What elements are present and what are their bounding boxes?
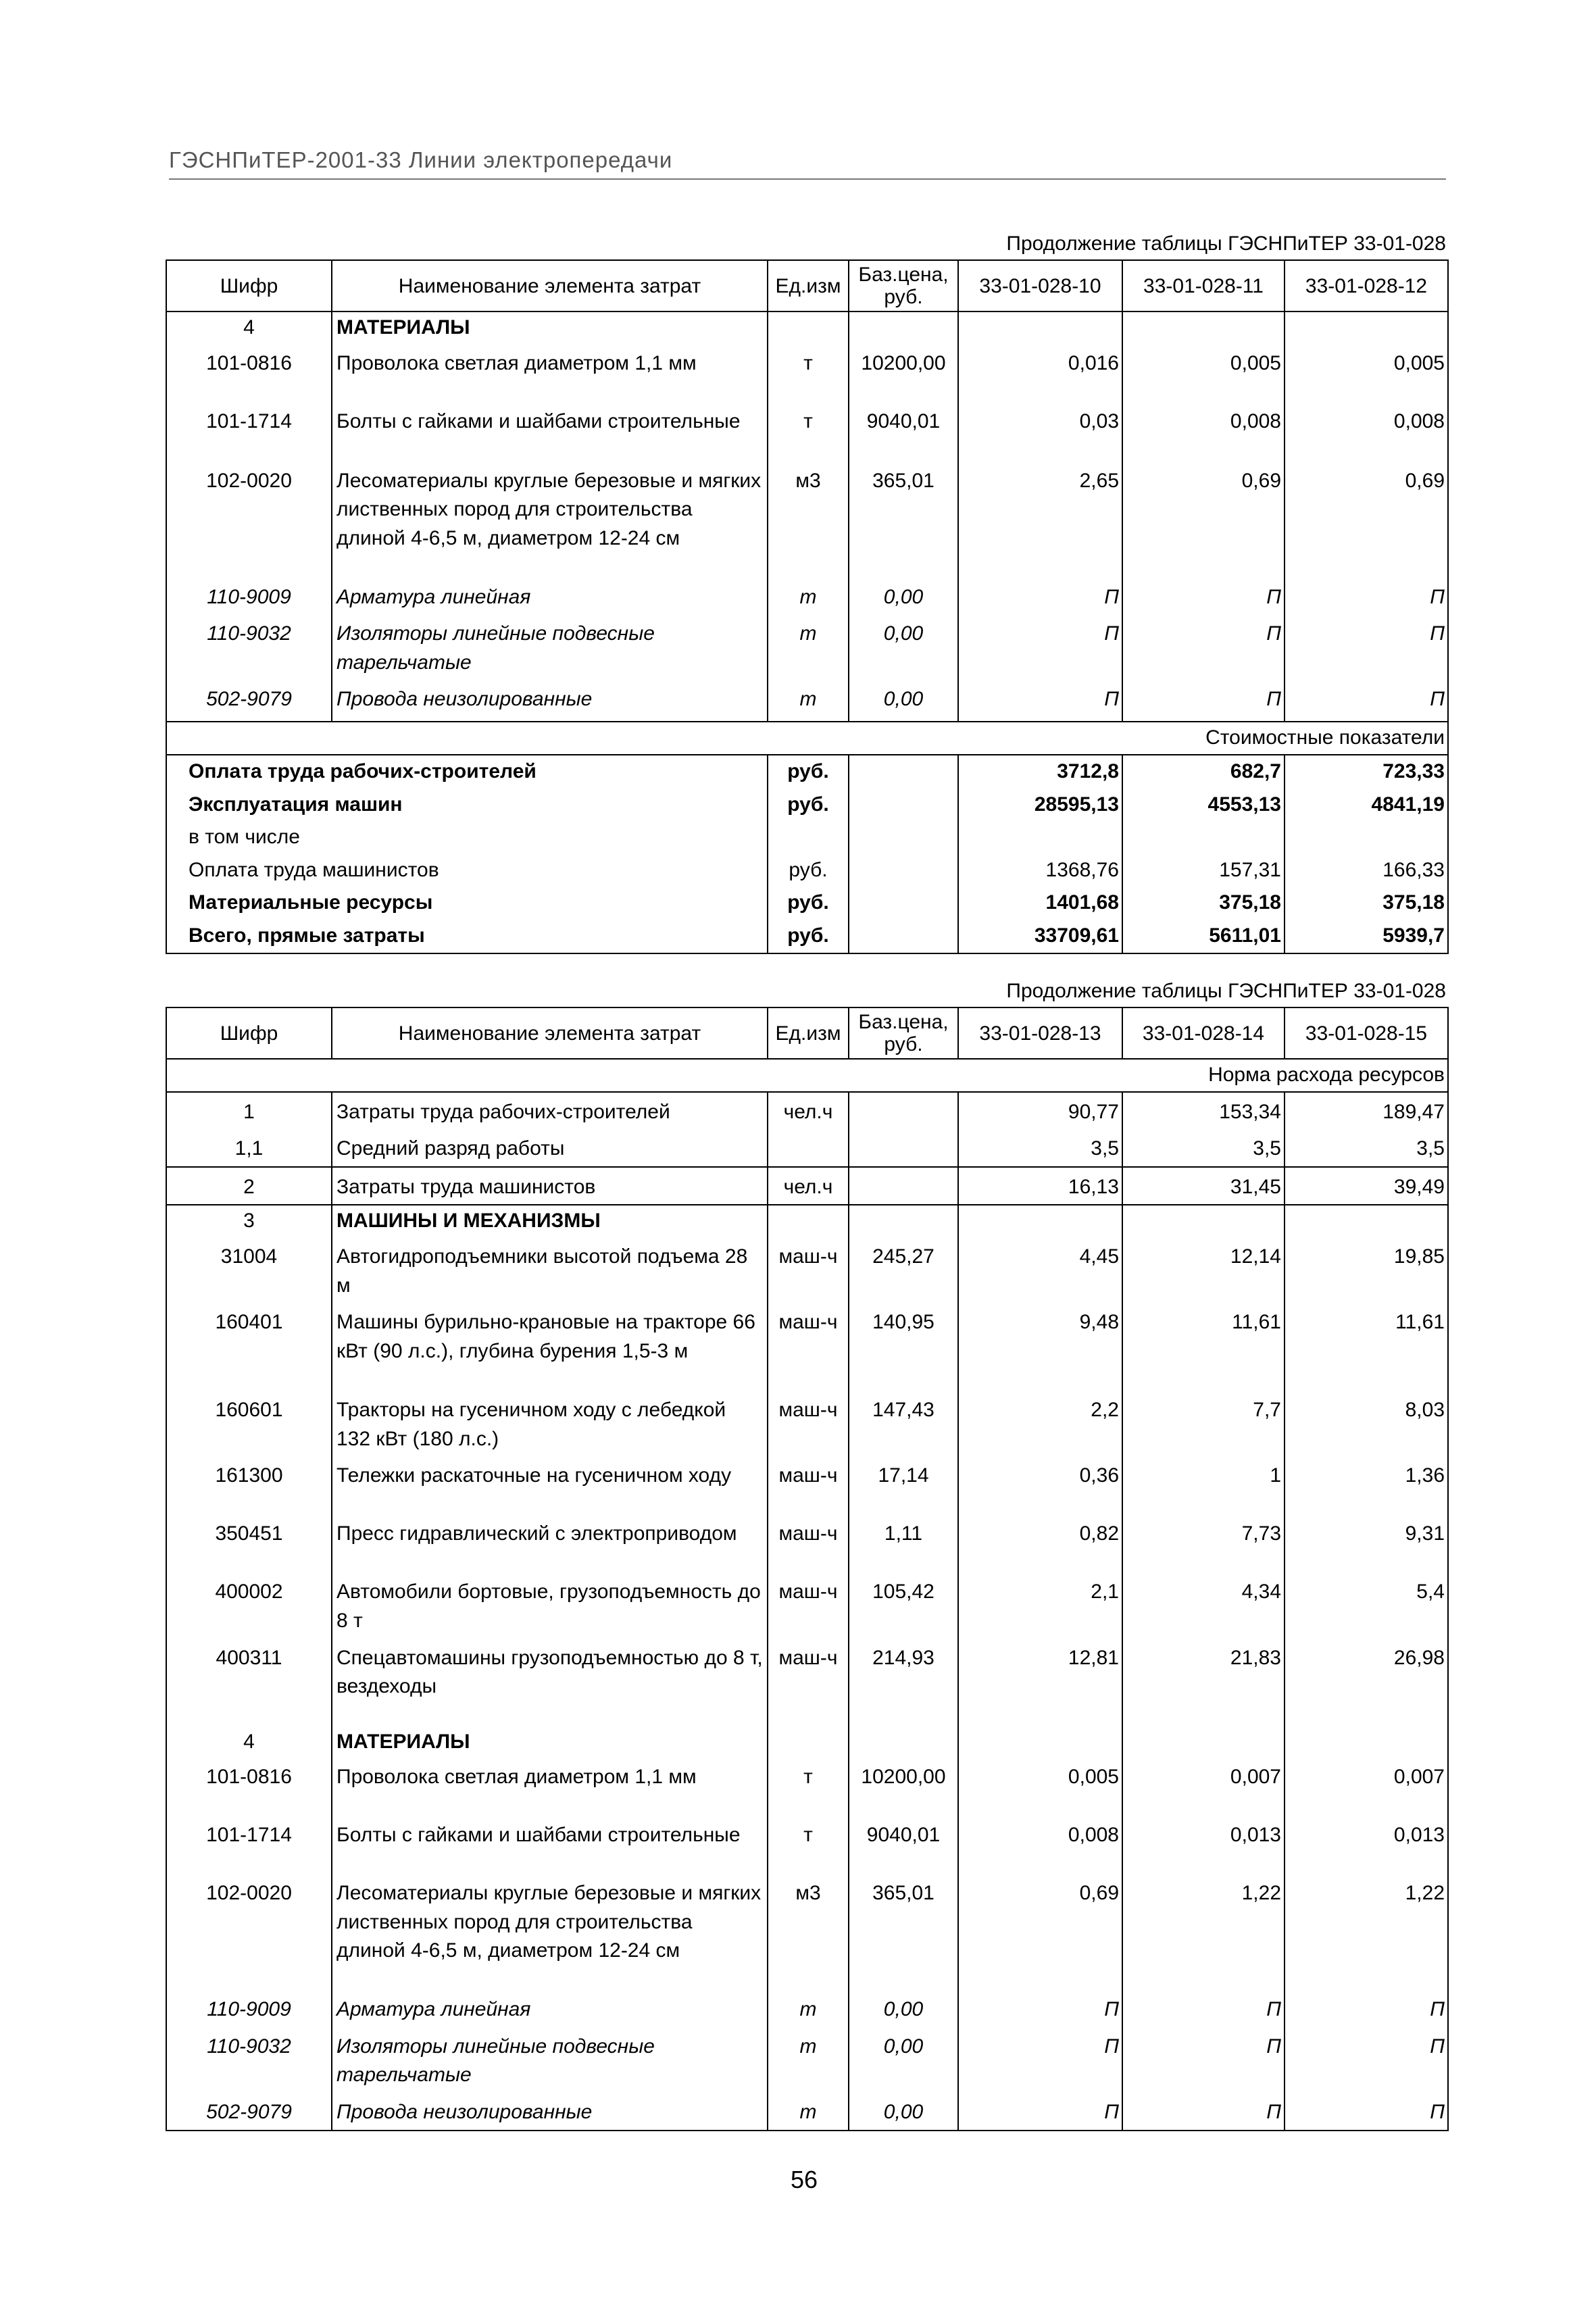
row-value: 0,007 — [1122, 1758, 1285, 1816]
row-value: 0,005 — [958, 1758, 1122, 1816]
row-name: Арматура линейная — [332, 1990, 768, 2027]
cost-row — [166, 821, 1448, 854]
col-header-code: Шифр — [166, 1007, 332, 1059]
row-value: 0,016 — [958, 344, 1122, 402]
cost-indicators-caption: Стоимостные показатели — [166, 722, 1448, 755]
cost-value: 5611,01 — [1122, 920, 1285, 953]
norm-caption: Норма расхода ресурсов — [166, 1059, 1448, 1092]
cost-row — [166, 755, 1448, 789]
row-unit: маш-ч — [768, 1514, 849, 1572]
row-value: 0,013 — [1285, 1816, 1448, 1874]
row-value: 0,007 — [1285, 1758, 1448, 1816]
row-value: 2,2 — [958, 1391, 1122, 1456]
col-header-norm: 33-01-028-13 — [958, 1007, 1122, 1059]
section-title: МАТЕРИАЛЫ — [332, 312, 768, 344]
row-value: 0,69 — [958, 1874, 1122, 1990]
col-header-unit: Ед.изм — [768, 1007, 849, 1059]
row-name: Спецавтомашины грузоподъемностью до 8 т, вездеходы — [332, 1639, 768, 1726]
row-price: 0,00 — [849, 680, 958, 722]
table-row — [166, 1990, 1448, 2027]
row-name: Пресс гидравлический с электроприводом — [332, 1514, 768, 1572]
row-value: 0,008 — [958, 1816, 1122, 1874]
row-name: Затраты труда рабочих-строителей — [332, 1092, 768, 1130]
row-value: 0,82 — [958, 1514, 1122, 1572]
row-value: 0,36 — [958, 1456, 1122, 1514]
row-value: 8,03 — [1285, 1391, 1448, 1456]
table-row — [166, 1129, 1448, 1167]
row-price: 214,93 — [849, 1639, 958, 1726]
cost-row — [166, 789, 1448, 822]
row-value: 0,008 — [1285, 402, 1448, 462]
table-row — [166, 1816, 1448, 1874]
row-unit: т — [768, 402, 849, 462]
row-name: Арматура линейная — [332, 578, 768, 615]
cost-unit: руб. — [768, 854, 849, 887]
resource-table-1 — [166, 259, 1449, 954]
row-value: 0,005 — [1285, 344, 1448, 402]
row-price: 1,11 — [849, 1514, 958, 1572]
row-name: Изоляторы линейные подвесные тарельчатые — [332, 2027, 768, 2093]
row-unit: т — [768, 344, 849, 402]
row-value: 7,73 — [1122, 1514, 1285, 1572]
row-unit: м3 — [768, 462, 849, 578]
row-name: Автогидроподъемники высотой подъема 28 м — [332, 1237, 768, 1303]
row-name: Лесоматериалы круглые березовые и мягких лиственных пород для строительства длиной 4-6,5 м, диаметром 12-24 см — [332, 462, 768, 578]
row-value: 11,61 — [1122, 1303, 1285, 1391]
row-value: 9,31 — [1285, 1514, 1448, 1572]
row-value: 19,85 — [1285, 1237, 1448, 1303]
table-row — [166, 1205, 1448, 1237]
row-value: П — [1122, 578, 1285, 615]
row-code: 4 — [166, 1726, 332, 1758]
table-row — [166, 1514, 1448, 1572]
row-code: 350451 — [166, 1514, 332, 1572]
table-row — [166, 1092, 1448, 1130]
cost-value: 723,33 — [1285, 755, 1448, 789]
row-value: 3,5 — [1285, 1129, 1448, 1167]
running-header: ГЭСНПиТЕР-2001-33 Линии электропередачи — [169, 147, 1446, 180]
col-header-price: Баз.цена, руб. — [849, 1007, 958, 1059]
row-value: П — [1285, 680, 1448, 722]
row-value: 31,45 — [1122, 1167, 1285, 1205]
row-value: 1 — [1122, 1456, 1285, 1514]
cost-label: Всего, прямые затраты — [166, 920, 768, 953]
cost-label: Материальные ресурсы — [166, 887, 768, 920]
row-code: 101-1714 — [166, 402, 332, 462]
row-price: 10200,00 — [849, 1758, 958, 1816]
row-code: 400311 — [166, 1639, 332, 1726]
row-unit: маш-ч — [768, 1572, 849, 1638]
row-unit: m — [768, 614, 849, 680]
row-value: 3,5 — [1122, 1129, 1285, 1167]
row-value: 0,008 — [1122, 402, 1285, 462]
row-value: 5,4 — [1285, 1572, 1448, 1638]
row-value: 12,14 — [1122, 1237, 1285, 1303]
row-code: 101-0816 — [166, 344, 332, 402]
col-header-norm: 33-01-028-12 — [1285, 260, 1448, 312]
row-name: Лесоматериалы круглые березовые и мягких лиственных пород для строительства длиной 4-6,5 м, диаметром 12-24 см — [332, 1874, 768, 1990]
cost-unit: руб. — [768, 887, 849, 920]
row-price: 0,00 — [849, 1990, 958, 2027]
row-value: П — [958, 680, 1122, 722]
row-price: 17,14 — [849, 1456, 958, 1514]
cost-value: 682,7 — [1122, 755, 1285, 789]
row-value: П — [958, 614, 1122, 680]
row-value: П — [1285, 578, 1448, 615]
row-price: 9040,01 — [849, 1816, 958, 1874]
row-value: 2,65 — [958, 462, 1122, 578]
row-unit: маш-ч — [768, 1237, 849, 1303]
row-value: П — [1122, 2093, 1285, 2131]
row-code: 4 — [166, 312, 332, 344]
row-unit: маш-ч — [768, 1303, 849, 1391]
row-code: 502-9079 — [166, 2093, 332, 2131]
cost-row — [166, 854, 1448, 887]
row-unit: м3 — [768, 1874, 849, 1990]
row-code: 102-0020 — [166, 1874, 332, 1990]
row-name: Проволока светлая диаметром 1,1 мм — [332, 344, 768, 402]
row-value: П — [1122, 1990, 1285, 2027]
cost-label: Эксплуатация машин — [166, 789, 768, 822]
cost-row — [166, 887, 1448, 920]
col-header-norm: 33-01-028-14 — [1122, 1007, 1285, 1059]
row-code: 2 — [166, 1167, 332, 1205]
table-row — [166, 1391, 1448, 1456]
row-unit: маш-ч — [768, 1456, 849, 1514]
table-row — [166, 1639, 1448, 1726]
row-unit: т — [768, 1758, 849, 1816]
cost-value: 4553,13 — [1122, 789, 1285, 822]
row-name: Затраты труда машинистов — [332, 1167, 768, 1205]
cost-row — [166, 920, 1448, 953]
row-value: 1,36 — [1285, 1456, 1448, 1514]
cost-label: в том числе — [166, 821, 768, 854]
row-code: 31004 — [166, 1237, 332, 1303]
row-unit: маш-ч — [768, 1639, 849, 1726]
row-name: Болты с гайками и шайбами строительные — [332, 1816, 768, 1874]
row-code: 110-9032 — [166, 614, 332, 680]
table-row — [166, 462, 1448, 578]
row-unit: чел.ч — [768, 1092, 849, 1130]
row-price: 0,00 — [849, 2027, 958, 2093]
table-row — [166, 2093, 1448, 2131]
cost-value: 375,18 — [1122, 887, 1285, 920]
row-value: П — [958, 1990, 1122, 2027]
resource-table-2 — [166, 1007, 1449, 2131]
row-price: 0,00 — [849, 2093, 958, 2131]
cost-value: 1368,76 — [958, 854, 1122, 887]
row-unit: маш-ч — [768, 1391, 849, 1456]
table-row — [166, 1167, 1448, 1205]
table-row — [166, 402, 1448, 462]
row-price: 365,01 — [849, 1874, 958, 1990]
row-code: 160401 — [166, 1303, 332, 1391]
table2-continuation-caption: Продолжение таблицы ГЭСНПиТЕР 33-01-028 — [1006, 980, 1446, 1002]
section-title: МАТЕРИАЛЫ — [332, 1726, 768, 1758]
table1-continuation-caption: Продолжение таблицы ГЭСНПиТЕР 33-01-028 — [1006, 232, 1446, 255]
row-name: Тракторы на гусеничном ходу с лебедкой 132 кВт (180 л.с.) — [332, 1391, 768, 1456]
row-value: 189,47 — [1285, 1092, 1448, 1130]
row-value: П — [1285, 614, 1448, 680]
row-value: П — [1122, 614, 1285, 680]
row-name: Провода неизолированные — [332, 2093, 768, 2131]
row-value: 0,013 — [1122, 1816, 1285, 1874]
row-value: П — [958, 2027, 1122, 2093]
row-value: 0,03 — [958, 402, 1122, 462]
row-value: 3,5 — [958, 1129, 1122, 1167]
row-value: П — [1122, 680, 1285, 722]
cost-value: 375,18 — [1285, 887, 1448, 920]
table-row — [166, 344, 1448, 402]
row-value: 39,49 — [1285, 1167, 1448, 1205]
cost-label: Оплата труда машинистов — [166, 854, 768, 887]
row-value: 2,1 — [958, 1572, 1122, 1638]
cost-value: 166,33 — [1285, 854, 1448, 887]
row-unit: m — [768, 680, 849, 722]
cost-unit: руб. — [768, 755, 849, 789]
row-value: 90,77 — [958, 1092, 1122, 1130]
cost-value: 28595,13 — [958, 789, 1122, 822]
row-value: 12,81 — [958, 1639, 1122, 1726]
row-name: Проволока светлая диаметром 1,1 мм — [332, 1758, 768, 1816]
row-code: 160601 — [166, 1391, 332, 1456]
row-name: Болты с гайками и шайбами строительные — [332, 402, 768, 462]
col-header-unit: Ед.изм — [768, 260, 849, 312]
row-value: 0,69 — [1122, 462, 1285, 578]
col-header-norm: 33-01-028-11 — [1122, 260, 1285, 312]
row-value: П — [1285, 2027, 1448, 2093]
cost-label: Оплата труда рабочих-строителей — [166, 755, 768, 789]
table-row — [166, 1572, 1448, 1638]
row-price: 365,01 — [849, 462, 958, 578]
section-title: МАШИНЫ И МЕХАНИЗМЫ — [332, 1205, 768, 1237]
row-price: 9040,01 — [849, 402, 958, 462]
col-header-code: Шифр — [166, 260, 332, 312]
row-code: 1,1 — [166, 1129, 332, 1167]
col-header-name: Наименование элемента затрат — [332, 260, 768, 312]
row-code: 102-0020 — [166, 462, 332, 578]
table-row — [166, 1237, 1448, 1303]
row-value: П — [958, 2093, 1122, 2131]
row-value: 26,98 — [1285, 1639, 1448, 1726]
row-code: 110-9032 — [166, 2027, 332, 2093]
table-row — [166, 614, 1448, 680]
row-unit: т — [768, 1816, 849, 1874]
row-code: 3 — [166, 1205, 332, 1237]
row-value: 21,83 — [1122, 1639, 1285, 1726]
row-price: 10200,00 — [849, 344, 958, 402]
page-number: 56 — [790, 2166, 818, 2193]
cost-value: 157,31 — [1122, 854, 1285, 887]
row-value: П — [1285, 1990, 1448, 2027]
table-row — [166, 1758, 1448, 1816]
row-name: Изоляторы линейные подвесные тарельчатые — [332, 614, 768, 680]
row-code: 101-0816 — [166, 1758, 332, 1816]
cost-value: 33709,61 — [958, 920, 1122, 953]
row-price: 105,42 — [849, 1572, 958, 1638]
row-value: 0,69 — [1285, 462, 1448, 578]
row-value: 1,22 — [1122, 1874, 1285, 1990]
row-code: 1 — [166, 1092, 332, 1130]
col-header-norm: 33-01-028-15 — [1285, 1007, 1448, 1059]
cost-value: 4841,19 — [1285, 789, 1448, 822]
row-value: 1,22 — [1285, 1874, 1448, 1990]
row-code: 502-9079 — [166, 680, 332, 722]
row-value: П — [1122, 2027, 1285, 2093]
cost-unit: руб. — [768, 789, 849, 822]
cost-value: 3712,8 — [958, 755, 1122, 789]
row-name: Средний разряд работы — [332, 1129, 768, 1167]
cost-value: 5939,7 — [1285, 920, 1448, 953]
row-name: Провода неизолированные — [332, 680, 768, 722]
row-value: П — [1285, 2093, 1448, 2131]
row-code: 161300 — [166, 1456, 332, 1514]
row-unit: m — [768, 2027, 849, 2093]
row-price: 0,00 — [849, 614, 958, 680]
row-value: 0,005 — [1122, 344, 1285, 402]
table-row — [166, 1874, 1448, 1990]
row-code: 110-9009 — [166, 1990, 332, 2027]
table-row — [166, 1726, 1448, 1758]
table-row — [166, 2027, 1448, 2093]
row-price: 245,27 — [849, 1237, 958, 1303]
row-unit: m — [768, 2093, 849, 2131]
row-value: 16,13 — [958, 1167, 1122, 1205]
row-code: 101-1714 — [166, 1816, 332, 1874]
row-value: 4,34 — [1122, 1572, 1285, 1638]
row-code: 110-9009 — [166, 578, 332, 615]
row-name: Тележки раскаточные на гусеничном ходу — [332, 1456, 768, 1514]
row-value: 11,61 — [1285, 1303, 1448, 1391]
row-value: 4,45 — [958, 1237, 1122, 1303]
row-value: 7,7 — [1122, 1391, 1285, 1456]
table-row — [166, 312, 1448, 344]
table-row — [166, 680, 1448, 722]
col-header-price: Баз.цена, руб. — [849, 260, 958, 312]
row-value: 9,48 — [958, 1303, 1122, 1391]
cost-value: 1401,68 — [958, 887, 1122, 920]
table-row — [166, 1456, 1448, 1514]
col-header-norm: 33-01-028-10 — [958, 260, 1122, 312]
row-unit: чел.ч — [768, 1167, 849, 1205]
row-name: Автомобили бортовые, грузоподъемность до 8 т — [332, 1572, 768, 1638]
row-unit: m — [768, 578, 849, 615]
row-value: 153,34 — [1122, 1092, 1285, 1130]
table-row — [166, 578, 1448, 615]
row-price: 147,43 — [849, 1391, 958, 1456]
row-value: П — [958, 578, 1122, 615]
table-row — [166, 1303, 1448, 1391]
row-name: Машины бурильно-крановые на тракторе 66 кВт (90 л.с.), глубина бурения 1,5-3 м — [332, 1303, 768, 1391]
row-price: 140,95 — [849, 1303, 958, 1391]
row-price: 0,00 — [849, 578, 958, 615]
cost-unit: руб. — [768, 920, 849, 953]
row-unit: m — [768, 1990, 849, 2027]
row-code: 400002 — [166, 1572, 332, 1638]
col-header-name: Наименование элемента затрат — [332, 1007, 768, 1059]
